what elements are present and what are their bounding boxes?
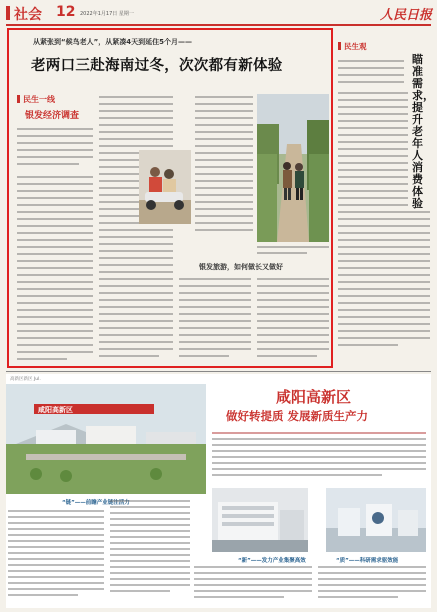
building-photo — [212, 488, 308, 552]
masthead — [0, 0, 437, 27]
ad-subtitle: 做好转提质 发展新质生产力 — [226, 409, 369, 423]
sidebar-label-mark — [338, 42, 341, 50]
section-mark — [6, 6, 10, 20]
page-divider — [6, 371, 431, 372]
sidebar-body-text — [338, 90, 430, 356]
ad-col2-text — [110, 498, 190, 604]
ad-sub-label-2: “新”——发力产业集聚高效 — [238, 558, 306, 564]
story-kicker: 从紧张到“候鸟老人”，从紧凑4天到延住5个月—— — [33, 38, 192, 46]
ad-intro-text — [212, 430, 426, 484]
couple-walking-photo — [257, 94, 329, 242]
masthead-rule — [6, 24, 431, 26]
sidebar-label: 民生观 — [344, 42, 367, 51]
ad-col3-text — [194, 564, 312, 604]
ad-col1-text — [8, 508, 104, 604]
story-headline: 老两口三赴海南过冬，次次都有新体验 — [31, 57, 283, 74]
ad-sub-label-1: “链”——前瞻产业链注活力 — [62, 500, 130, 506]
newspaper-logo: 人民日报 — [380, 8, 433, 23]
ad-col4-text — [318, 564, 426, 604]
lab-photo — [326, 488, 426, 552]
ad-block — [6, 374, 431, 608]
story-frame — [7, 28, 333, 368]
ad-top-label: 高新区新区 Jul. — [10, 377, 41, 382]
column-label-mark — [17, 95, 20, 103]
middle-body-text — [99, 94, 173, 364]
section-name: 社会 — [14, 7, 42, 23]
sidebar — [338, 28, 432, 368]
left-body-text — [17, 126, 93, 362]
column-label-text: 民生一线 — [23, 95, 55, 104]
ad-sub-label-3: “质”——科研需求驱效能 — [336, 558, 399, 564]
column-subhead: 银发经济调查 — [25, 111, 80, 121]
right-body-text — [195, 94, 253, 234]
lower-body-text — [179, 276, 329, 364]
campus-aerial-photo — [6, 384, 206, 494]
ad-band-text: 咸阳高新区 — [38, 406, 73, 414]
scooter-photo — [139, 150, 191, 224]
page-number: 12 — [56, 4, 76, 20]
photo-caption — [257, 244, 329, 258]
ad-title: 咸阳高新区 — [276, 388, 352, 406]
bottom-subheading: 银发旅游，如何做长又做好 — [199, 263, 283, 271]
issue-date: 2022年1月17日 星期一 — [80, 11, 134, 17]
sidebar-title: 瞄准需求，提升老年人消费体验 — [412, 53, 434, 210]
